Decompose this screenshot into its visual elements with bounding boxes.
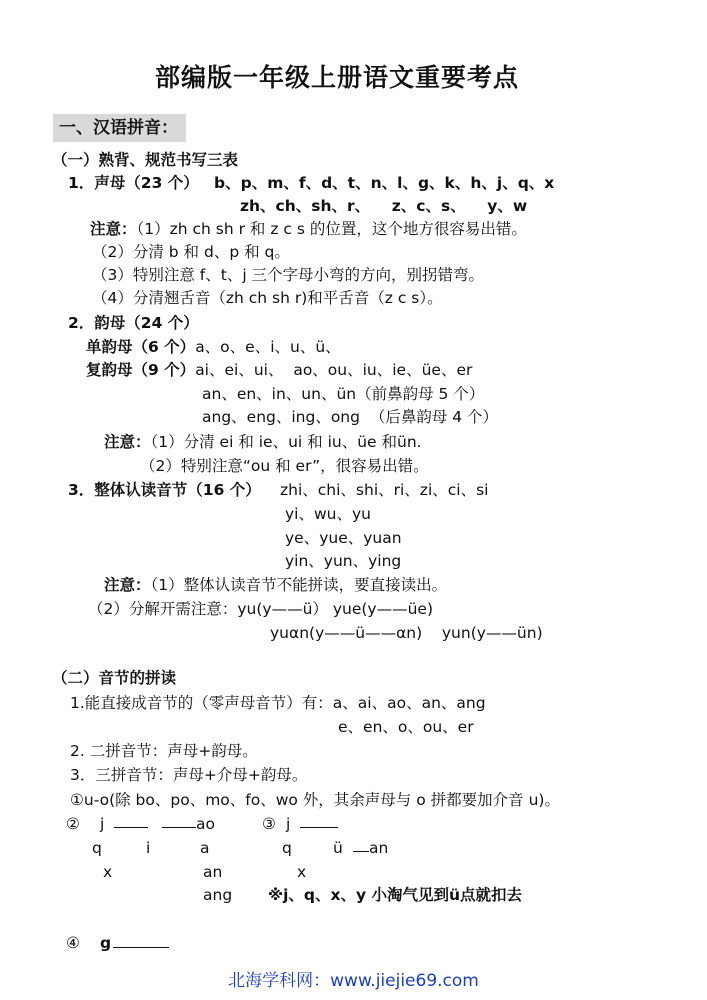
diagram-3-q: q xyxy=(282,839,292,857)
shengmu-note-3: （3）特别注意 f、t、j 三个字母小弯的方向，别拐错弯。 xyxy=(92,266,485,284)
jqxy-rule: ※j、q、x、y 小淘气见到ü点就扣去 xyxy=(268,886,523,904)
note-label: 注意： xyxy=(104,433,151,451)
diagram-2-marker: ② xyxy=(66,815,80,833)
shengmu-note-1 xyxy=(90,219,527,239)
footer-website: 北海学科网：www.jiejie69.com xyxy=(228,971,479,991)
note-label: 注意： xyxy=(90,220,137,238)
diagram-2-i: i xyxy=(146,839,151,857)
shengmu-note-2: （2）分清 b 和 d、p 和 q。 xyxy=(92,243,290,261)
single-vowels xyxy=(86,337,341,357)
whole-syllables-note-3: yuαn(y——ü——αn) yun(y——ün) xyxy=(270,624,543,642)
diagram-3-an: an xyxy=(369,839,389,857)
diagram-2-q: q xyxy=(92,839,102,857)
three-part-syllables: 3．三拼音节：声母+介母+韵母。 xyxy=(70,766,308,784)
shengmu-line-2: zh、ch、sh、r、 z、c、s、 y、w xyxy=(240,197,528,215)
shengmu-note-4: （4）分清翘舌音（zh ch sh r)和平舌音（z c s）。 xyxy=(92,289,443,307)
whole-syllables-line-3: ye、yue、yuan xyxy=(285,529,402,547)
diagram-2-blank-right xyxy=(162,815,196,828)
note-text: （1）整体认读音节不能拼读，要直接读出。 xyxy=(150,576,448,594)
whole-syllables-line-2: yi、wu、yu xyxy=(285,505,371,523)
diagram-3-x: x xyxy=(297,863,307,881)
diagram-3-blank xyxy=(300,815,338,828)
two-part-syllables: 2. 二拼音节：声母+韵母。 xyxy=(70,742,258,760)
diagram-4-blank xyxy=(113,935,169,948)
u-o-rule: ①u-o(除 bo、po、mo、fo、wo 外，其余声母与 o 拼都要加介音 u)。 xyxy=(70,791,560,809)
whole-syllables-note-1 xyxy=(104,575,447,595)
diagram-2-a: a xyxy=(200,839,210,857)
diagram-4-g: g xyxy=(100,934,112,952)
whole-syllables-note-2: （2）分解开需注意：yu(y——ü） yue(y——üe) xyxy=(88,600,433,618)
diagram-4-marker: ④ xyxy=(66,934,80,952)
diagram-3-u: ü xyxy=(333,839,343,857)
compound-vowels xyxy=(86,360,472,380)
yunmu-note-2: （2）特别注意“ou 和 er”，很容易出错。 xyxy=(140,457,429,475)
diagram-2-blank-left xyxy=(114,815,148,828)
zero-initial-line-2: e、en、o、ou、er xyxy=(338,718,474,736)
diagram-2-ang: ang xyxy=(203,886,233,904)
zero-initial-line-1: 1.能直接成音节的（零声母音节）有：a、ai、ao、an、ang xyxy=(70,694,486,712)
shengmu-line-1: b、p、m、f、d、t、n、l、g、k、h、j、q、x xyxy=(214,174,555,192)
whole-syllables-label: 3．整体认读音节（16 个） xyxy=(68,481,261,499)
front-nasal-vowels: an、en、in、un、ün（前鼻韵母 5 个） xyxy=(202,385,485,403)
diagram-2-an: an xyxy=(203,863,223,881)
note-text: （1）zh ch sh r 和 z c s 的位置，这个地方很容易出错。 xyxy=(136,220,527,238)
compound-vowels-list: ai、ei、ui、 ao、ou、iu、ie、üe、er xyxy=(195,361,473,379)
subsection-heading-spelling: （二）音节的拼读 xyxy=(52,669,177,687)
single-vowels-label: 单韵母（6 个） xyxy=(86,338,196,356)
subsection-heading-tables: （一）熟背、规范书写三表 xyxy=(52,151,239,169)
single-vowels-list: a、o、e、i、u、ü、 xyxy=(195,338,341,356)
diagram-3-blank-an xyxy=(353,839,369,852)
whole-syllables-line-4: yin、yun、ying xyxy=(285,552,402,570)
diagram-2-ao: ao xyxy=(196,815,215,833)
note-label: 注意： xyxy=(104,576,151,594)
diagram-2-x: x xyxy=(103,863,113,881)
yunmu-label: 2．韵母（24 个） xyxy=(68,314,199,332)
diagram-3-marker: ③ xyxy=(262,815,276,833)
back-nasal-vowels: ang、eng、ing、ong （后鼻韵母 4 个） xyxy=(202,408,499,426)
page-title: 部编版一年级上册语文重要考点 xyxy=(155,63,520,92)
yunmu-note-1 xyxy=(104,432,422,452)
section-heading-pinyin: 一、汉语拼音： xyxy=(53,114,186,142)
diagram-3-j: j xyxy=(286,815,291,833)
diagram-2-j: j xyxy=(100,815,105,833)
note-text: （1）分清 ei 和 ie、ui 和 iu、üe 和ün. xyxy=(150,433,422,451)
shengmu-label: 1．声母（23 个） xyxy=(68,174,199,192)
compound-vowels-label: 复韵母（9 个） xyxy=(86,361,196,379)
whole-syllables-line-1: zhi、chi、shi、ri、zi、ci、si xyxy=(280,481,489,499)
